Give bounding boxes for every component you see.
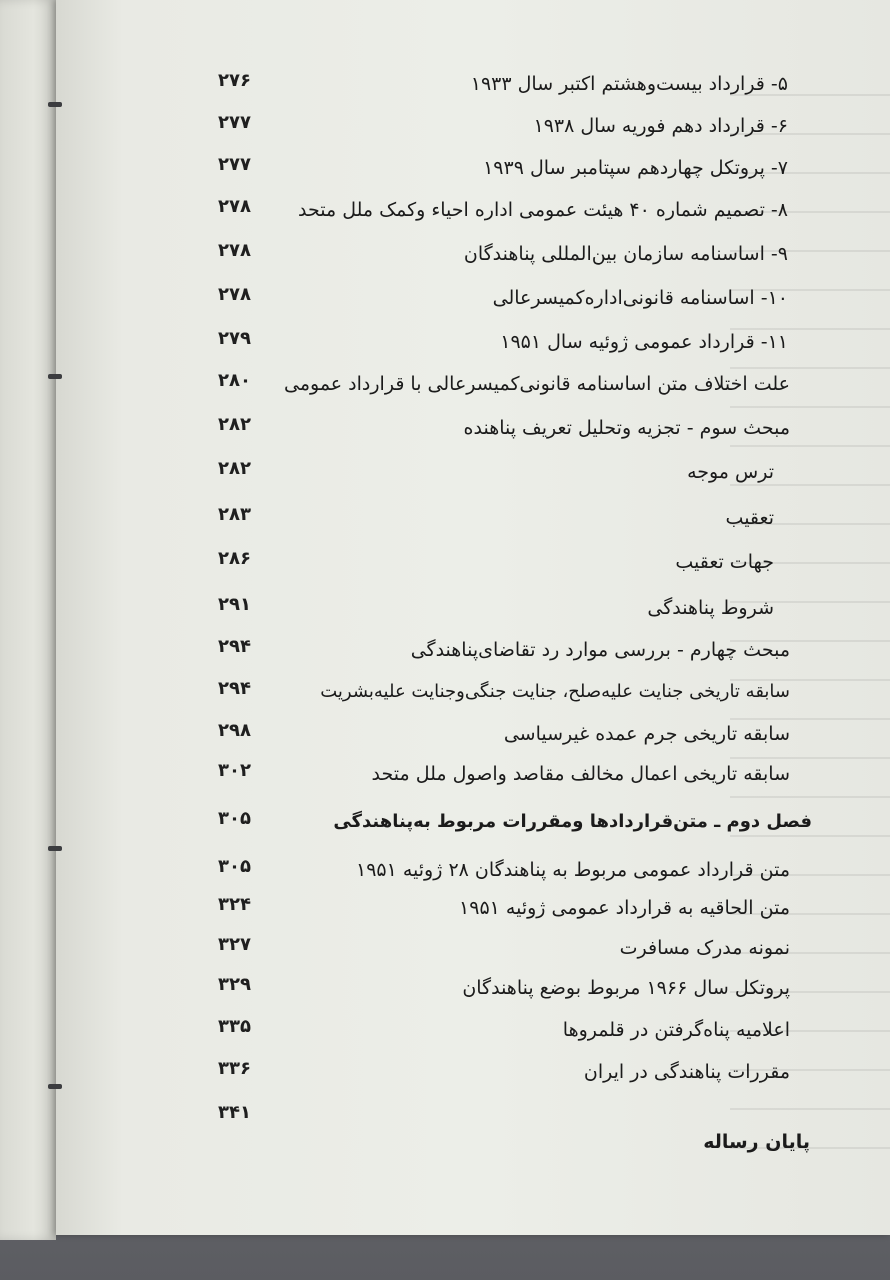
toc-entry bbox=[56, 890, 890, 928]
toc-entry bbox=[56, 324, 890, 362]
toc-entry bbox=[56, 852, 890, 890]
toc-entry-title: مبحث سوم - تجزیه وتحلیل تعریف پناهنده bbox=[463, 417, 790, 439]
toc-entry-page: ۲۷۸ bbox=[218, 240, 251, 261]
toc-entry bbox=[56, 366, 890, 404]
toc-entry bbox=[56, 716, 890, 754]
toc-entry-page: ۳۲۷ bbox=[218, 934, 251, 955]
toc-entry-title: ۷- پروتکل چهاردهم سپتامبر سال ۱۹۳۹ bbox=[483, 157, 788, 179]
toc-entry-title: ۵- قرارداد بیست‌وهشتم اکتبر سال ۱۹۳۳ bbox=[470, 73, 788, 95]
toc-entry-page: ۳۲۴ bbox=[218, 894, 251, 915]
toc-entry-title: پایان رساله bbox=[703, 1131, 810, 1153]
toc-entry-title: ۹- اساسنامه سازمان بین‌المللی پناهندگان bbox=[463, 243, 788, 265]
toc-entry bbox=[56, 1012, 890, 1050]
toc-entry bbox=[56, 150, 890, 188]
toc-entry-title: ترس موجه bbox=[687, 461, 774, 483]
toc-entry-title: سابقه تاریخی جنایت علیه‌صلح، جنایت جنگی‌وجنایت علیه‌بشریت bbox=[320, 681, 790, 702]
toc-entry-page: ۳۳۵ bbox=[218, 1016, 251, 1037]
toc-entry-page: ۲۷۷ bbox=[218, 154, 251, 175]
toc-entry bbox=[56, 454, 890, 492]
toc-entry-page: ۲۹۴ bbox=[218, 678, 251, 699]
toc-entry-title: سابقه تاریخی جرم عمده غیرسیاسی bbox=[503, 723, 790, 745]
toc-entry-page: ۳۲۹ bbox=[218, 974, 251, 995]
toc-entry-page: ۲۷۸ bbox=[218, 196, 251, 217]
toc-entry bbox=[56, 192, 890, 230]
toc-entry-title: ۶- قرارداد دهم فوریه سال ۱۹۳۸ bbox=[533, 115, 788, 137]
toc-entry-page: ۲۸۳ bbox=[218, 504, 251, 525]
toc-entry-page: ۲۹۴ bbox=[218, 636, 251, 657]
toc-entry bbox=[56, 66, 890, 104]
toc-entry-page: ۳۰۵ bbox=[218, 856, 251, 877]
toc-entry bbox=[56, 590, 890, 628]
toc-entry-page: ۲۸۰ bbox=[218, 370, 251, 391]
toc-entry-page: ۲۹۱ bbox=[218, 594, 251, 615]
toc-entry-title: پروتکل سال ۱۹۶۶ مربوط بوضع پناهندگان bbox=[462, 977, 790, 999]
toc-entry-page: ۲۷۹ bbox=[218, 328, 251, 349]
toc-entry-title: متن الحاقیه به قرارداد عمومی ژوئیه ۱۹۵۱ bbox=[459, 897, 790, 919]
toc-entry-title: شروط پناهندگی bbox=[647, 597, 774, 619]
toc-entry-title: مقررات پناهندگی در ایران bbox=[583, 1061, 790, 1083]
toc-entry-page: ۳۴۱ bbox=[218, 1102, 251, 1123]
toc-entry-page: ۳۰۵ bbox=[218, 808, 251, 829]
toc-entry bbox=[56, 674, 890, 712]
toc-entry-title: علت اختلاف متن اساسنامه قانونی‌کمیسرعالی با قرارداد عمومی bbox=[283, 373, 790, 395]
toc-entry bbox=[56, 756, 890, 794]
toc-entry-page: ۲۷۷ bbox=[218, 112, 251, 133]
toc-entry-page: ۳۰۲ bbox=[218, 760, 251, 781]
toc-entry-page: ۲۹۸ bbox=[218, 720, 251, 741]
toc-entry-page: ۲۷۶ bbox=[218, 70, 251, 91]
toc-entry bbox=[56, 410, 890, 448]
toc-entry bbox=[56, 930, 890, 968]
toc-entry-title: فصل دوم ـ متن‌قراردادها ومقررات مربوط به‌پناهندگی bbox=[333, 811, 812, 832]
toc-end-heading bbox=[56, 1124, 890, 1162]
toc-entry bbox=[56, 970, 890, 1008]
toc-entry bbox=[56, 500, 890, 538]
toc-entry-title: ۸- تصمیم شماره ۴۰ هیئت عمومی اداره احیاء وکمک ملل متحد bbox=[298, 199, 788, 221]
toc-entry bbox=[56, 236, 890, 274]
table-of-contents bbox=[56, 0, 890, 1235]
toc-entry-title: تعقیب bbox=[725, 507, 774, 529]
toc-entry-page: ۳۳۶ bbox=[218, 1058, 251, 1079]
toc-entry-title: اعلامیه پناه‌گرفتن در قلمروها bbox=[562, 1019, 790, 1041]
toc-entry bbox=[56, 280, 890, 318]
toc-entry-title: متن قرارداد عمومی مربوط به پناهندگان ۲۸ ژوئیه ۱۹۵۱ bbox=[355, 859, 790, 881]
toc-entry-title: ۱۰- اساسنامه قانونی‌اداره‌کمیسرعالی bbox=[492, 287, 788, 309]
toc-entry-page: ۲۸۲ bbox=[218, 458, 251, 479]
toc-entry-title: مبحث چهارم - بررسی موارد رد تقاضای‌پناهندگی bbox=[410, 639, 790, 661]
toc-entry-title: ۱۱- قرارداد عمومی ژوئیه سال ۱۹۵۱ bbox=[500, 331, 788, 353]
toc-entry-title: سابقه تاریخی اعمال مخالف مقاصد واصول ملل متحد bbox=[371, 763, 790, 785]
toc-entry bbox=[56, 108, 890, 146]
toc-entry bbox=[56, 1054, 890, 1092]
facing-page-edge bbox=[0, 0, 56, 1240]
toc-entry-page: ۲۷۸ bbox=[218, 284, 251, 305]
toc-entry bbox=[56, 632, 890, 670]
toc-entry-page: ۲۸۲ bbox=[218, 414, 251, 435]
toc-entry-title: جهات تعقیب bbox=[675, 551, 774, 573]
toc-entry-title: نمونه مدرک مسافرت bbox=[619, 937, 790, 959]
toc-entry-page: ۲۸۶ bbox=[218, 548, 251, 569]
toc-entry bbox=[56, 544, 890, 582]
toc-chapter-heading bbox=[56, 804, 890, 842]
